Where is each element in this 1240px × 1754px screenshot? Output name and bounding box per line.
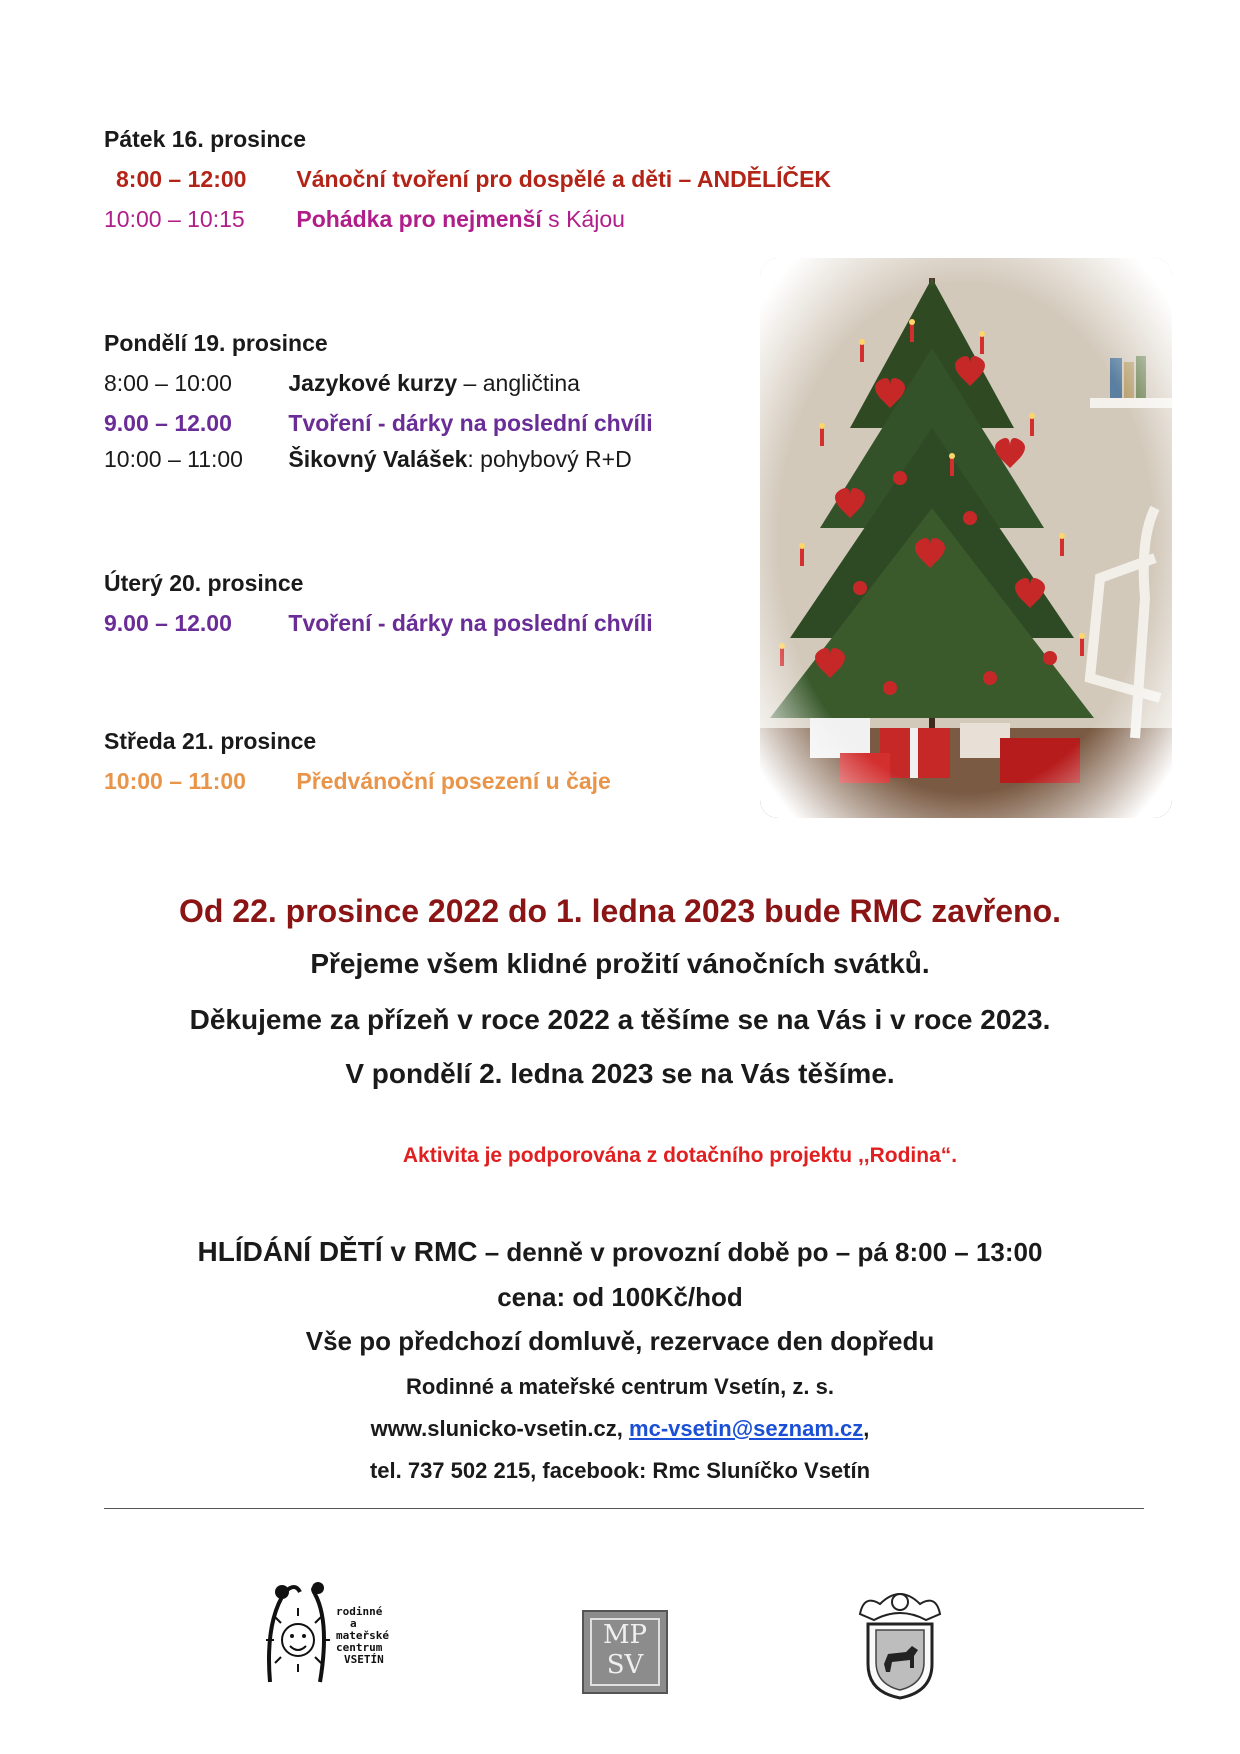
website-link[interactable]: www.slunicko-vsetin.cz, — [370, 1416, 630, 1441]
reopen-line: V pondělí 2. ledna 2023 se na Vás těšíme. — [345, 1058, 895, 1089]
schedule-row — [116, 166, 831, 193]
schedule-title: Pohádka pro nejmenší — [296, 206, 542, 232]
rmc-logo-text: a — [350, 1617, 357, 1630]
thanks-line: Děkujeme za přízeň v roce 2022 a těšíme se na Vás i v roce 2023. — [189, 1004, 1051, 1035]
day-heading-monday: Pondělí 19. prosince — [104, 330, 328, 356]
schedule-row — [104, 610, 653, 637]
rmc-logo — [260, 1582, 420, 1692]
coat-of-arms-icon — [856, 1584, 944, 1700]
schedule-note: : pohybový R+D — [467, 446, 632, 472]
closed-notice: Od 22. prosince 2022 do 1. ledna 2023 bude RMC zavřeno. — [178, 893, 1062, 929]
schedule-row — [104, 206, 625, 233]
contact-web-line — [0, 1416, 1240, 1442]
schedule-title: Tvoření - dárky na poslední chvíli — [288, 410, 653, 436]
support-note: Aktivita je podporována z dotačního projektu ,,Rodina“. — [402, 1144, 958, 1167]
babysitting-price: cena: od 100Kč/hod — [497, 1282, 743, 1312]
day-heading-tuesday: Úterý 20. prosince — [104, 570, 304, 596]
schedule-row — [104, 446, 632, 473]
vsetin-coat-of-arms — [856, 1584, 944, 1700]
schedule-row — [104, 768, 611, 795]
schedule-note: – angličtina — [457, 370, 580, 396]
email-suffix: , — [863, 1416, 870, 1441]
mpsv-logo-text: MP — [602, 1620, 648, 1650]
schedule-time: 10:00 – 11:00 — [104, 446, 243, 472]
babysitting-line — [0, 1236, 1240, 1268]
babysitting-booking: Vše po předchozí domluvě, rezervace den dopředu — [305, 1326, 935, 1356]
schedule-title: Tvoření - dárky na poslední chvíli — [288, 610, 653, 636]
rmc-logo-text: rodinné — [336, 1605, 383, 1618]
rmc-logo-text: centrum — [336, 1641, 383, 1654]
schedule-time: 8:00 – 12:00 — [116, 166, 247, 192]
babysitting-title: HLÍDÁNÍ DĚTÍ v RMC — [197, 1236, 478, 1267]
schedule-row — [104, 410, 653, 437]
schedule-title: Jazykové kurzy — [288, 370, 458, 396]
schedule-time: 10:00 – 11:00 — [104, 768, 246, 794]
mpsv-logo — [582, 1610, 668, 1694]
schedule-title: Vánoční tvoření pro dospělé a děti – ANDĚLÍČEK — [296, 166, 832, 192]
schedule-time: 9.00 – 12.00 — [104, 610, 232, 636]
mpsv-logo-text: SV — [606, 1650, 644, 1680]
phone-facebook: tel. 737 502 215, facebook: Rmc Sluníčko Vsetín — [369, 1458, 871, 1483]
rmc-logo-text: VSETÍN — [344, 1653, 384, 1666]
day-heading-friday: Pátek 16. prosince — [104, 126, 306, 152]
day-heading-wednesday: Středa 21. prosince — [104, 728, 317, 754]
schedule-note: s Kájou — [541, 206, 625, 232]
christmas-tree-illustration — [760, 258, 1172, 818]
schedule-time: 8:00 – 10:00 — [104, 370, 232, 396]
babysitting-hours: – denně v provozní době po – pá 8:00 – 13:00 — [477, 1237, 1043, 1267]
schedule-row — [104, 370, 580, 397]
email-link[interactable]: mc-vsetin@seznam.cz — [629, 1416, 864, 1441]
christmas-tree-photo — [760, 258, 1172, 818]
rmc-logo-text: mateřské — [336, 1629, 389, 1642]
schedule-title: Předvánoční posezení u čaje — [296, 768, 611, 794]
wish-line: Přejeme všem klidné prožití vánočních svátků. — [310, 948, 930, 979]
org-name: Rodinné a mateřské centrum Vsetín, z. s. — [406, 1374, 834, 1399]
divider — [104, 1508, 1144, 1509]
schedule-time: 10:00 – 10:15 — [104, 206, 245, 232]
schedule-title: Šikovný Valášek — [288, 446, 468, 472]
schedule-time: 9.00 – 12.00 — [104, 410, 232, 436]
